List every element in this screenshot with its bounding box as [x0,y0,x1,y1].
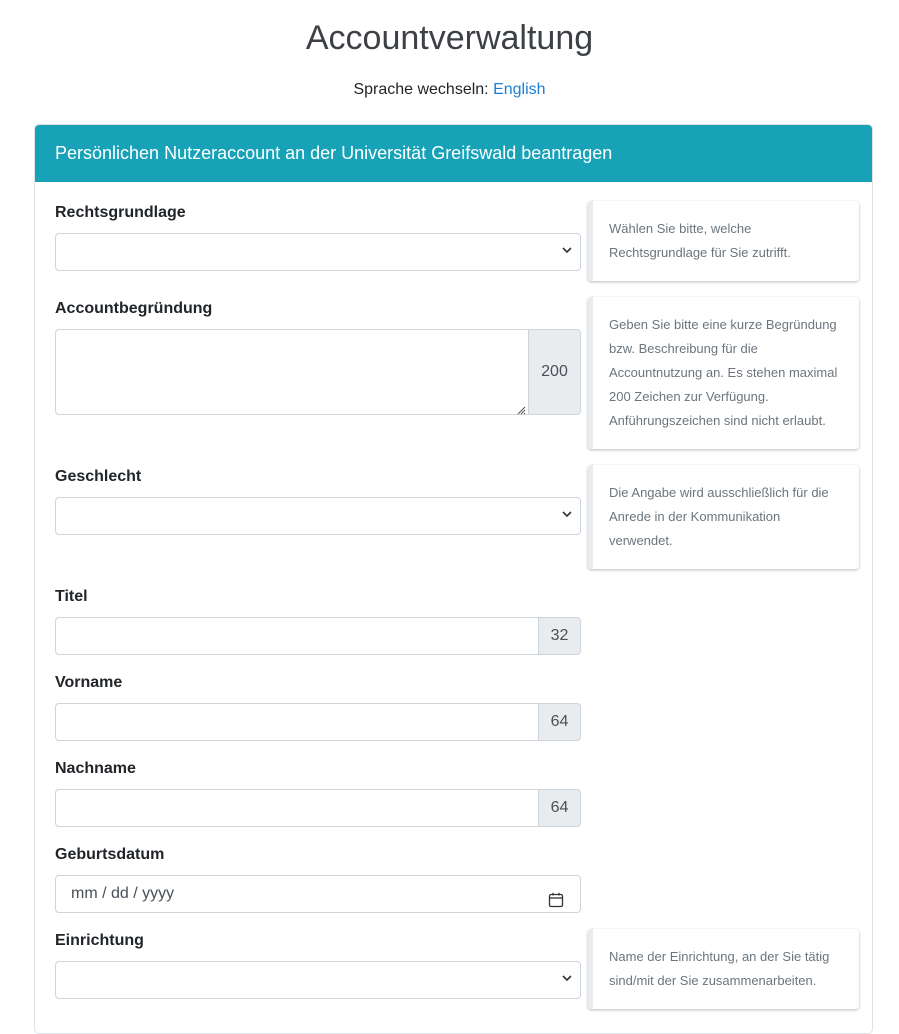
nachname-group [55,789,581,827]
geschlecht-label: Geschlecht [55,468,142,485]
begruendung-group [55,329,581,415]
begruendung-maxlength: 200 [528,329,581,415]
titel-group [55,617,581,655]
geschlecht-select[interactable] [55,497,581,535]
geburtsdatum-placeholder: mm / dd / yyyy [71,885,175,902]
calendar-icon[interactable] [548,886,564,902]
begruendung-help: Geben Sie bitte eine kurze Begründung bzw. Beschreibung für die Accountnutzung an. Es stehen maximal 200 Zeichen zur Verfügung. Anführungszeichen sind nicht erlaubt. [588,297,859,449]
nachname-input[interactable] [55,789,538,827]
einrichtung-label: Einrichtung [55,932,144,949]
chevron-down-icon [560,971,574,989]
resize-grip-icon[interactable] [516,402,526,412]
rechtsgrundlage-select[interactable] [55,233,581,271]
einrichtung-help: Name der Einrichtung, an der Sie tätig sind/mit der Sie zusammenarbeiten. [588,929,859,1009]
titel-label: Titel [55,588,88,605]
chevron-down-icon [560,243,574,261]
begruendung-textarea[interactable] [55,329,528,415]
request-form-card [34,124,873,1034]
vorname-maxlength: 64 [538,703,581,741]
rechtsgrundlage-label: Rechtsgrundlage [55,204,186,221]
language-switch [0,79,899,101]
card-header: Persönlichen Nutzeraccount an der Universität Greifswald beantragen [35,125,872,182]
geschlecht-help: Die Angabe wird ausschließlich für die Anrede in der Kommunikation verwendet. [588,465,859,569]
geburtsdatum-label: Geburtsdatum [55,846,165,863]
titel-input[interactable] [55,617,538,655]
titel-maxlength: 32 [538,617,581,655]
chevron-down-icon [560,507,574,525]
language-prefix: Sprache wechseln: [353,81,489,98]
nachname-label: Nachname [55,760,136,777]
language-link-english[interactable]: English [493,81,546,98]
page-title: Accountverwaltung [305,19,594,57]
einrichtung-select[interactable] [55,961,581,999]
begruendung-label: Accountbegründung [55,300,213,317]
vorname-group [55,703,581,741]
vorname-label: Vorname [55,674,123,691]
vorname-input[interactable] [55,703,538,741]
nachname-maxlength: 64 [538,789,581,827]
rechtsgrundlage-help: Wählen Sie bitte, welche Rechtsgrundlage für Sie zutrifft. [588,201,859,281]
geburtsdatum-input[interactable] [55,875,581,913]
